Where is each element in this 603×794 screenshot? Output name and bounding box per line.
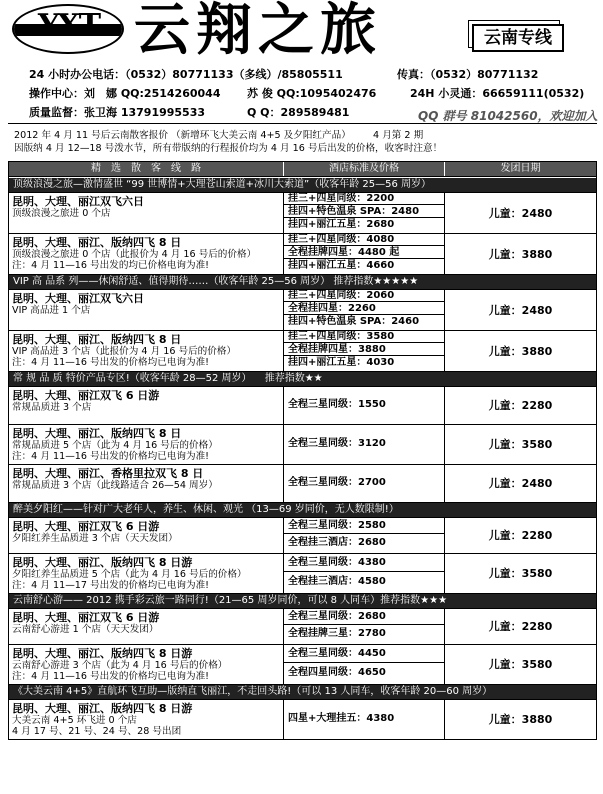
route-cell: [9, 387, 284, 424]
hotel-price: 全程挂三酒店：4580: [288, 576, 386, 587]
header-divider: [8, 123, 597, 124]
hotel-cell: [284, 331, 445, 371]
table-row: [9, 554, 596, 594]
table-row: [9, 518, 596, 554]
route-name: 昆明、大理、丽江、版纳四飞 8 日游: [12, 702, 193, 715]
hotel-price: 全程挂四星：2260: [284, 303, 444, 315]
route-name: 昆明、大理、丽江双飞六日: [12, 195, 144, 208]
child-price: 儿童：2280: [488, 399, 553, 412]
hotel-price: 全程挂牌三星：2780: [288, 628, 386, 639]
hotel-price: 挂三+四星同级：2200: [284, 193, 444, 205]
header-route: 精 选 散 客 线 路: [9, 162, 284, 176]
route-cell: [9, 700, 284, 739]
hotel-cell: [284, 193, 445, 233]
route-name: 昆明、大理、丽江、版纳四飞 8 日: [12, 427, 182, 440]
hotel-price: 全程四星同级：4650: [288, 667, 386, 678]
child-price: 儿童：2480: [488, 477, 553, 490]
route-detail: 顶级浪漫之旅进 0 个店（此报价为 4 月 16 号后的价格）: [12, 249, 257, 260]
date-cell: [445, 609, 596, 644]
hotel-price: 全程挂牌四星：3880: [284, 344, 444, 356]
hotel-cell: [284, 425, 445, 464]
hotel-price: 全程挂三酒店：2680: [288, 537, 386, 548]
child-price: 儿童：3880: [488, 248, 553, 261]
route-cell: [9, 645, 284, 684]
phs: [410, 87, 584, 101]
hotline: [29, 68, 343, 82]
hotel-cell: [284, 645, 445, 684]
date-cell: [445, 331, 596, 371]
route-detail: 大美云南 4+5 环飞进 0 个店: [12, 715, 137, 726]
route-cell: [9, 554, 284, 593]
route-name: 昆明、大理、丽江、版纳四飞 8 日: [12, 333, 182, 346]
notice-line-2: 因版纳 4 月 12—18 号泼水节，所有带版纳的行程报价均为 4 月 16 号后出发的价格，收客时注意！: [14, 143, 443, 154]
child-price: 儿童：3580: [488, 658, 553, 671]
hotel-price: 全程三星同级：1550: [288, 399, 386, 410]
child-price: 儿童：2480: [488, 304, 553, 317]
date-cell: [445, 554, 596, 593]
ops-label: 操作中心：: [29, 87, 84, 100]
route-detail: 注：4 月 11—16 号出发的价格均已电询为准!: [12, 451, 210, 462]
section-band: 顶级浪漫之旅—激情盛世 “99 世博情+大理苍山索道+冰川大索道”（收客年龄 25—56 周岁）: [9, 178, 596, 193]
hotel-cell: [284, 234, 445, 274]
date-cell: [445, 425, 596, 464]
route-detail: 顶级浪漫之旅进 0 个店: [12, 208, 111, 219]
price-table: [8, 161, 597, 740]
phs-number: 66659111(0532): [482, 87, 585, 100]
date-cell: [445, 234, 596, 274]
route-detail: 云南舒心游进 1 个店（天天发团）: [12, 624, 159, 635]
route-detail: 常规品质进 5 个店（此为 4 月 16 号后的价格）: [12, 440, 218, 451]
route-name: 昆明、大理、丽江双飞 6 日游: [12, 611, 160, 624]
hotel-price: 全程三星同级：4450: [284, 645, 444, 663]
hotel-price: 全程三星同级：2700: [288, 477, 386, 488]
route-name: 昆明、大理、丽江、香格里拉双飞 8 日: [12, 467, 204, 480]
section-band: 《大美云南 4+5》直航环飞互助—版纳直飞丽江，不走回头路!（可以 13 人同车，收客年龄 20—60 周岁）: [9, 685, 596, 700]
section-band: 常 规 品 质 特价产品专区!（收客年龄 28—52 周岁） 推荐指数★★: [9, 372, 596, 387]
route-cell: [9, 290, 284, 330]
fax: [397, 68, 538, 82]
hotel-price: 挂四+丽江五星：4660: [288, 260, 395, 271]
route-cell: [9, 234, 284, 274]
date-cell: [445, 387, 596, 424]
child-price: 儿童：3880: [488, 713, 553, 726]
route-detail: 注：4 月 11—17 号出发的价格均已电询为准!: [12, 580, 210, 591]
notice-line-1: 2012 年 4 月 11 号后云南散客报价 （新增环飞大美云南 4+5 及夕阳红产品） 4 月第 2 期: [14, 130, 424, 141]
quality-contact: 张卫海 13791995533: [84, 106, 206, 119]
route-detail: 常规品质进 3 个店: [12, 402, 92, 413]
route-name: 昆明、大理、丽江双飞六日: [12, 292, 144, 305]
date-cell: [445, 700, 596, 739]
route-name: 昆明、大理、丽江、版纳四飞 8 日游: [12, 556, 193, 569]
route-name: 昆明、大理、丽江双飞 6 日游: [12, 389, 160, 402]
child-price: 儿童：3580: [488, 567, 553, 580]
header-hotel: 酒店标准及价格: [284, 162, 445, 176]
child-price: 儿童：3580: [488, 438, 553, 451]
route-detail: VIP 高品进 3 个店（此报价为 4 月 16 号后的价格）: [12, 346, 237, 357]
route-cell: [9, 331, 284, 371]
table-row: [9, 234, 596, 275]
ops-contact-1: 刘 娜 QQ:2514260044: [84, 87, 221, 100]
hotel-price: 四星+大理挂五：4380: [288, 713, 395, 724]
table-row: [9, 387, 596, 425]
hotel-cell: [284, 387, 445, 424]
hotel-price: 挂三+四星同级：2060: [284, 290, 444, 302]
hotel-cell: [284, 290, 445, 330]
route-detail: 常规品质进 3 个店（此线路适合 26—54 周岁）: [12, 480, 218, 491]
route-detail: 夕阳红养生品质进 5 个店（此为 4 月 16 号后的价格）: [12, 569, 247, 580]
section-band: 云南舒心游—— 2012 携手彩云旅一路同行!（21—65 周岁同价，可以 8 人同车）推荐指数★★★: [9, 594, 596, 609]
ops-center: [29, 87, 220, 101]
route-cell: [9, 425, 284, 464]
hotline-label: 24 小时办公电话：: [29, 68, 126, 81]
table-row: [9, 290, 596, 331]
header-date: 发团日期: [500, 163, 541, 174]
route-detail: 夕阳红养生品质进 3 个店（天天发团）: [12, 533, 178, 544]
hotel-price: 挂四+特色温泉 SPA：2480: [284, 206, 444, 218]
hotel-price: 全程三星同级：4380: [284, 554, 444, 572]
route-cell: [9, 193, 284, 233]
route-name: 昆明、大理、丽江、版纳四飞 8 日: [12, 236, 182, 249]
fax-number: （0532）80771132: [430, 68, 539, 81]
hotel-price: 全程挂牌四星：4480 起: [284, 247, 444, 259]
hotel-price: 挂四+特色温泉 SPA：2460: [288, 316, 420, 327]
quality: [29, 106, 205, 120]
quality-label: 质量监督：: [29, 106, 84, 119]
route-detail: 注：4 月 11—16 号出发的均已价格电询为准!: [12, 260, 210, 271]
hotel-price: 挂四+丽江五星：2680: [288, 219, 395, 230]
route-detail: 4 月 17 号、21 号、24 号、28 号出团: [12, 726, 182, 737]
date-cell: [445, 465, 596, 502]
route-cell: [9, 609, 284, 644]
yunxiang-logo-icon: YXT: [12, 4, 124, 54]
route-cell: [9, 518, 284, 553]
ops-contact-2: 苏 俊 QQ:1095402476: [247, 87, 377, 100]
child-price: 儿童：2480: [488, 207, 553, 220]
child-price: 儿童：2280: [488, 620, 553, 633]
route-detail: 注：4 月 11—16 号出发的价格均已电询为准!: [12, 357, 210, 368]
table-header: [9, 162, 596, 177]
yunnan-line-tag: 云南专线: [472, 24, 564, 52]
table-row: [9, 645, 596, 685]
hotel-cell: [284, 518, 445, 553]
hotel-price: 全程三星同级：3120: [288, 438, 386, 449]
route-detail: 云南舒心游进 3 个店（此为 4 月 16 号后的价格）: [12, 660, 228, 671]
section-band: 醉美夕阳红——针对广大老年人，养生、休闲、观光 （13—69 岁同价，无人数限制!）: [9, 503, 596, 518]
hotel-cell: [284, 554, 445, 593]
date-cell: [445, 518, 596, 553]
route-cell: [9, 465, 284, 502]
route-detail: 注：4 月 11—16 号出发的价格均已电询为准!: [12, 671, 210, 682]
hotel-price: 挂四+丽江五星：4030: [288, 357, 395, 368]
date-cell: [445, 193, 596, 233]
child-price: 儿童：3880: [488, 345, 553, 358]
brand-title: 云翔之旅: [134, 0, 382, 63]
qq-group: QQ 群号 81042560，欢迎加入: [418, 109, 598, 123]
route-name: 昆明、大理、丽江、版纳四飞 8 日游: [12, 647, 193, 660]
table-row: [9, 609, 596, 645]
child-price: 儿童：2280: [488, 529, 553, 542]
hotel-price: 挂三+四星同级：4080: [284, 234, 444, 246]
date-cell: [445, 290, 596, 330]
route-name: 昆明、大理、丽江双飞 6 日游: [12, 520, 160, 533]
hotel-cell: [284, 700, 445, 739]
section-band: VIP 高 品系 列——休闲舒适、值得期待……（收客年龄 25—56 周岁） 推荐指数★★★★★: [9, 275, 596, 290]
hotel-price: 全程三星同级：2580: [284, 518, 444, 534]
hotline-number: （0532）80771133（多线）/85805511: [125, 68, 343, 81]
hotel-price: 挂三+四星同级：3580: [284, 331, 444, 343]
hotel-cell: [284, 465, 445, 502]
table-row: [9, 465, 596, 503]
quality-qq: Q Q：289589481: [247, 106, 350, 119]
fax-label: 传真：: [397, 68, 430, 81]
date-cell: [445, 645, 596, 684]
table-row: [9, 331, 596, 372]
phs-label: 24H 小灵通：: [410, 87, 483, 100]
table-row: [9, 700, 596, 740]
table-row: [9, 193, 596, 234]
table-row: [9, 425, 596, 465]
route-detail: VIP 高品进 1 个店: [12, 305, 91, 316]
hotel-price: 全程三星同级：2680: [284, 609, 444, 625]
hotel-cell: [284, 609, 445, 644]
